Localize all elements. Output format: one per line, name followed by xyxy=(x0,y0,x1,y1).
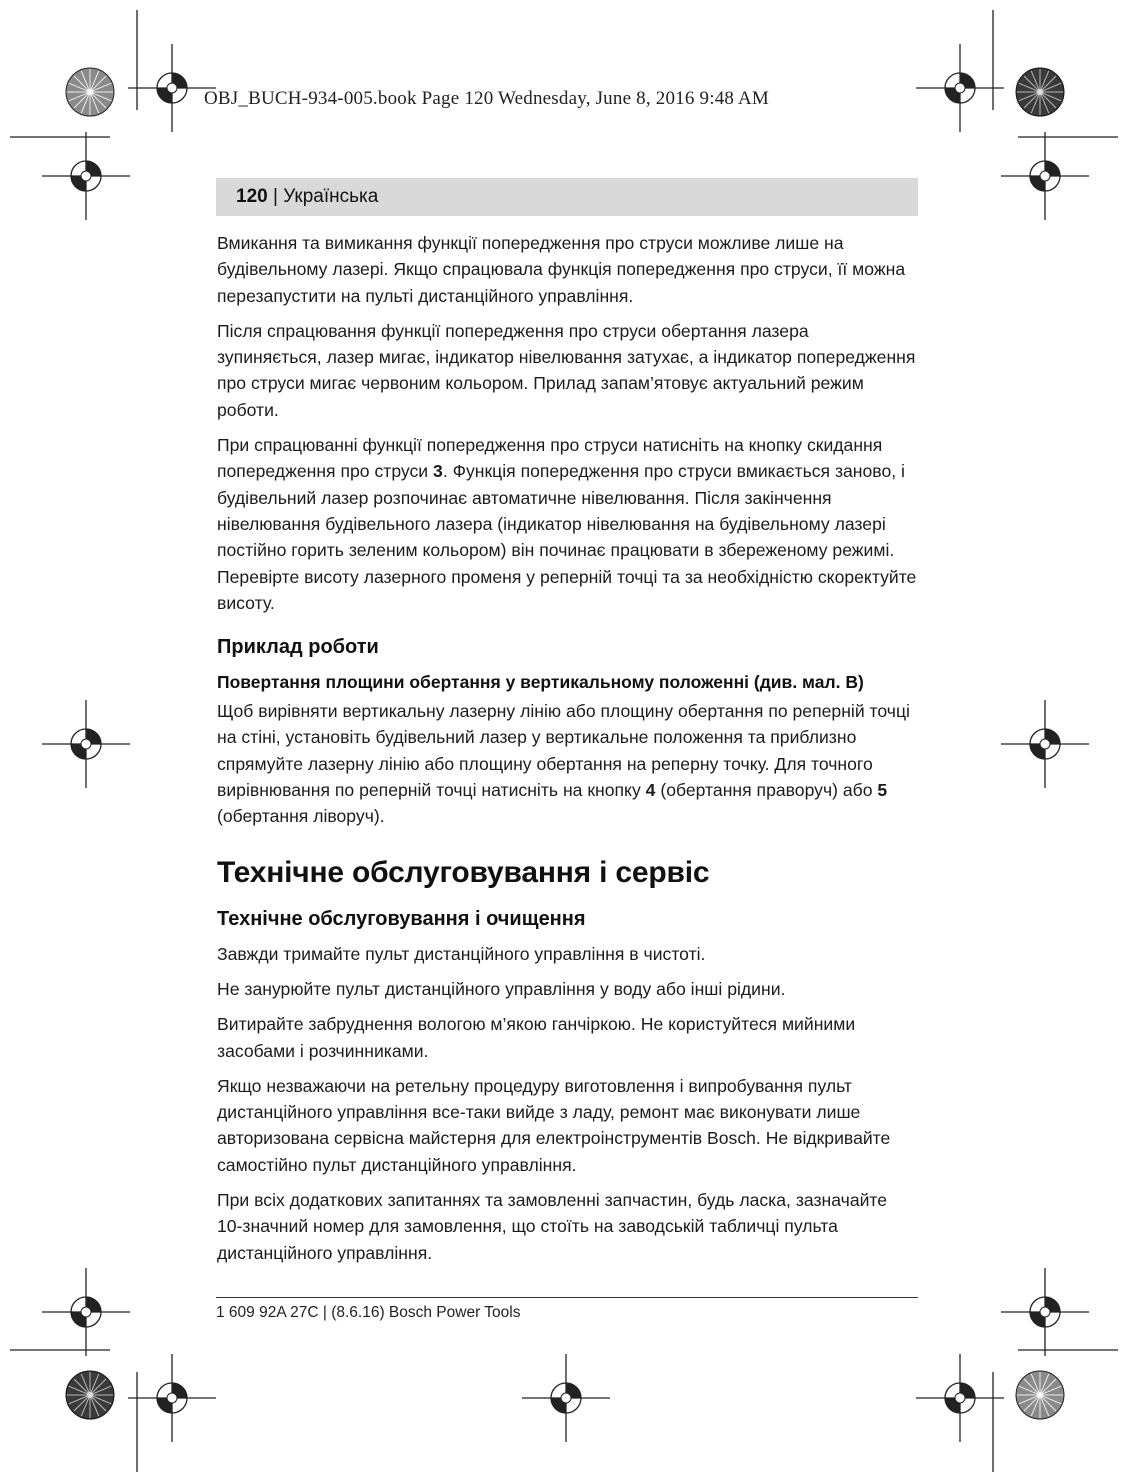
paragraph-text: (обертання праворуч) або xyxy=(655,780,878,801)
paragraph-text: Вмикання та вимикання функції попередження про струси можливе лише на будівельному лазері. Якщо спрацювала функція попередження про струси, її можна перезапустити на пульті дистанційного управління. xyxy=(217,233,906,306)
color-calibration-wheel-icon xyxy=(66,68,114,116)
registration-crosshair-icon xyxy=(916,44,1004,132)
paragraph-text: Щоб вирівняти вертикальну лазерну лінію або площину обертання по реперній точці на стіні, установіть будівельний лазер у вертикальне положення та приблизно спрямуйте лазерну лінію або площину обертання на реперну точку. Для точного вирівнювання по реперній точці натисніть на кнопку xyxy=(217,701,910,801)
page-footer: 1 609 92A 27C | (8.6.16) Bosch Power Tools xyxy=(216,1304,521,1321)
registration-crosshair-icon xyxy=(1001,1268,1089,1356)
paragraph: Якщо незважаючи на ретельну процедуру виготовлення і випробування пульт дистанційного управління все-таки вийде з ладу, ремонт має виконувати лише авторизована сервісна майстерня для електроінструментів Bosch. Не відкривайте самостійно пульт дистанційного управління. xyxy=(217,1075,891,1175)
paragraph-text: При спрацюванні функції попередження про струси натисніть на кнопку скидання попередження про струси xyxy=(217,435,883,482)
registration-crosshair-icon xyxy=(522,1354,610,1442)
paragraph xyxy=(217,698,917,829)
paragraph: Не занурюйте пульт дистанційного управління у воду або інші рідини. xyxy=(217,978,786,999)
paragraph-text: Після спрацювання функції попередження про струси обертання лазера зупиняється, лазер мигає, індикатор нівелювання затухає, а індикатор попередження про струси мигає червоним кольором. Прилад запам’ятовує актуальний режим роботи. xyxy=(217,320,916,420)
paragraph-text: . Функція попередження про струси вмикається заново, і будівельний лазер розпочинає автоматичне нівелювання. Після закінчення нівелювання будівельного лазера (індикатор нівелювання на будівельному лазері постійно горить зеленим кольором) він починає працювати в збереженому режимі. Перевірте висоту лазерного променя у реперній точці та за необхідністю скоректуйте висоту. xyxy=(217,461,917,613)
registration-crosshair-icon xyxy=(916,1354,1004,1442)
registration-crosshair-icon xyxy=(42,1268,130,1356)
button-ref-bold: 4 xyxy=(645,780,656,801)
page-number: 120 xyxy=(236,186,268,207)
registration-crosshair-icon xyxy=(1001,132,1089,220)
paragraph-text: (обертання ліворуч). xyxy=(217,806,385,827)
registration-crosshair-icon xyxy=(128,44,216,132)
paragraph: Завжди тримайте пульт дистанційного управління в чистоті. xyxy=(217,943,706,964)
color-calibration-wheel-icon xyxy=(1016,68,1064,116)
page-header xyxy=(216,178,918,216)
header-language: Українська xyxy=(283,186,379,207)
print-slug: OBJ_BUCH-934-005.book Page 120 Wednesday, June 8, 2016 9:48 AM xyxy=(204,88,770,109)
paragraph: При всіх додаткових запитаннях та замовленні запчастин, будь ласка, зазначайте 10-значний номер для замовлення, що стоїть на заводській табличці пульта дистанційного управління. xyxy=(217,1190,888,1263)
paragraph xyxy=(217,318,917,423)
registration-crosshair-icon xyxy=(1001,700,1089,788)
color-calibration-wheel-icon xyxy=(66,1371,114,1419)
registration-crosshair-icon xyxy=(42,132,130,220)
button-ref-bold: 5 xyxy=(877,780,888,801)
paragraph xyxy=(217,432,917,616)
header-text xyxy=(236,186,378,208)
registration-crosshair-icon xyxy=(42,700,130,788)
header-separator: | xyxy=(267,186,284,207)
color-calibration-wheel-icon xyxy=(1016,1371,1064,1419)
page-content xyxy=(217,230,917,1275)
registration-crosshair-icon xyxy=(128,1354,216,1442)
button-ref-bold: 3 xyxy=(433,461,443,482)
section-heading-example: Приклад роботи xyxy=(217,636,379,659)
paragraph: Витирайте забруднення вологою м’якою ганчіркою. Не користуйтеся мийними засобами і розчинниками. xyxy=(217,1014,856,1061)
footer-rule xyxy=(216,1297,918,1298)
paragraph xyxy=(217,230,917,309)
section-heading-maintenance: Технічне обслуговування і очищення xyxy=(217,907,586,930)
subsection-heading: Повертання площини обертання у вертикальному положенні (див. мал. B) xyxy=(217,672,864,693)
chapter-heading-service: Технічне обслуговування і сервіс xyxy=(217,855,710,889)
